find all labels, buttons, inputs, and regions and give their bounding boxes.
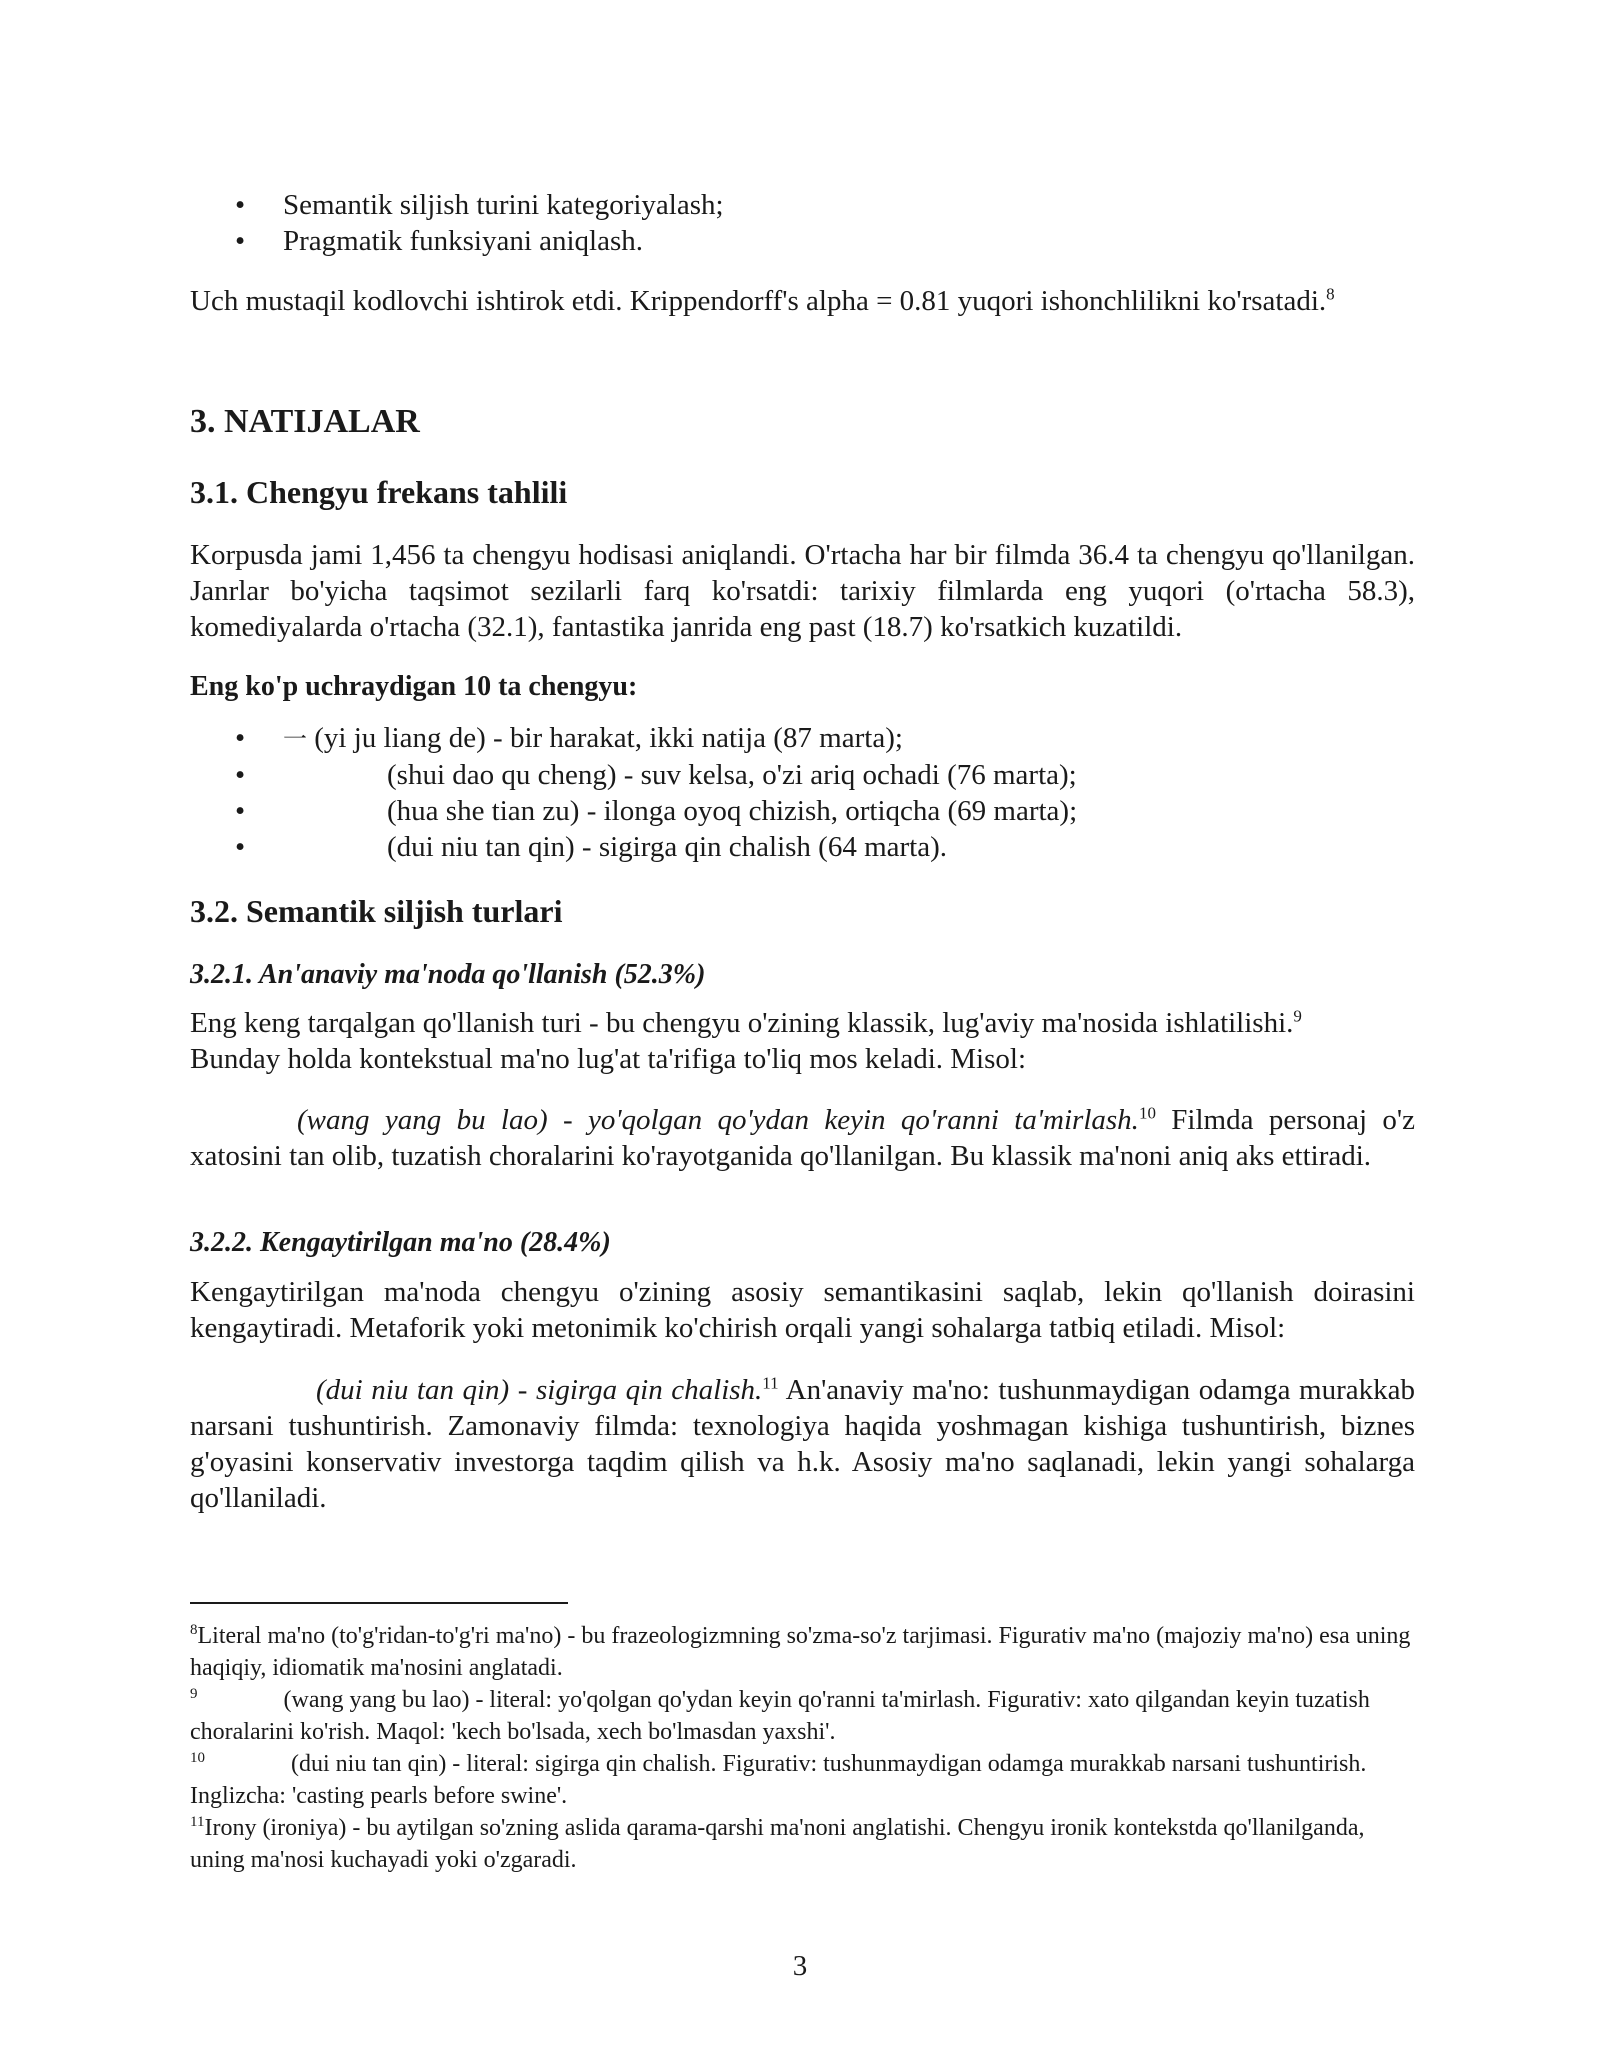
footnote: $^9$ (wang yang bu lao) - literal: yo'qolgan qo'ydan keyin qo'ranni ta'mirlash. Figurativ: xato qilgandan keyin tuzatish choralarini ko'rish. Maqol: 'kech bo'lsada, xech bo'lmasdan yaxshi'. xyxy=(190,1686,1370,1745)
footnote-ref[interactable]: 9 xyxy=(1293,1006,1302,1026)
subsection-heading: 3.1. Chengyu frekans tahlili xyxy=(190,474,568,510)
top-chengyu-list xyxy=(190,720,1415,865)
page-number: 3 xyxy=(792,1950,808,1982)
bullet-icon: • xyxy=(235,225,246,257)
footnote-ref[interactable]: 8 xyxy=(1326,284,1335,304)
footnote: $^{11}$Irony (ironiya) - bu aytilgan so'zning aslida qarama-qarshi ma'noni anglatishi. Chengyu ironik kontekstda qo'llanilganda, uning ma'nosi kuchayadi yoki o'zgaradi. xyxy=(190,1814,1365,1873)
bullet-icon: • xyxy=(235,722,246,754)
extended-meaning-paragraph: Kengaytirilgan ma'noda chengyu o'zining asosiy semantikasini saqlab, lekin qo'llanish doirasini kengaytiradi. Metaforik yoki metonimik ko'chirish orqali yangi sohalarga tatbiq etiladi. Misol: xyxy=(190,1276,1415,1344)
footnote-ref[interactable]: 10 xyxy=(1138,1103,1156,1123)
bullet-icon: • xyxy=(235,831,246,863)
bullet-icon: • xyxy=(235,759,246,791)
extended-example-paragraph: (dui niu tan qin) - sigirga qin chalish.$^{11}$ An'anaviy ma'no: tushunmaydigan odamga murakkab narsani tushuntirish. Zamonaviy filmda: texnologiya haqida yoshmagan kishiga tushuntirish, biznes g'oyasini konservativ investorga taqdim qilish va h.k. Asosiy ma'no saqlanadi, lekin yangi sohalarga qo'llaniladi. xyxy=(190,1373,1416,1514)
section-heading: 3. NATIJALAR xyxy=(190,403,420,440)
footnote: $^8$Literal ma'no (to'g'ridan-to'g'ri ma'no) - bu frazeologizmning so'zma-so'z tarjimasi. Figurativ ma'no (majoziy ma'no) esa uning haqiqiy, idiomatik ma'nosini anglatadi. xyxy=(190,1622,1411,1681)
subsection-heading: 3.2. Semantik siljish turlari xyxy=(190,893,563,929)
list-item: • (dui niu tan qin) - sigirga qin chalish (64 marta). xyxy=(235,831,948,863)
list-item: • (shui dao qu cheng) - suv kelsa, o'zi ariq ochadi (76 marta); xyxy=(235,759,1077,791)
intro-bullet-list xyxy=(190,187,1415,259)
footnote-ref[interactable]: 11 xyxy=(762,1373,779,1393)
list-item: • Semantik siljish turini kategoriyalash; xyxy=(235,189,724,221)
coders-paragraph: Uch mustaqil kodlovchi ishtirok etdi. Krippendorff's alpha = 0.81 yuqori ishonchlilikni ko'rsatadi.$^8$ xyxy=(190,284,1335,317)
footnotes xyxy=(190,1620,1415,1876)
footnote-divider xyxy=(190,1602,568,1604)
subsubsection-heading: 3.2.2. Kengaytirilgan ma'no (28.4%) xyxy=(190,1227,611,1258)
traditional-example-paragraph: (wang yang bu lao) - yo'qolgan qo'ydan keyin qo'ranni ta'mirlash.$^{10}$ Filmda personaj o'z xatosini tan olib, tuzatish choralarini ko'rayotganida qo'llanilgan. Bu klassik ma'noni aniq aks ettiradi. xyxy=(190,1103,1416,1172)
chengyu-glyph: 一 xyxy=(283,725,307,753)
top-chengyu-label: Eng ko'p uchraydigan 10 ta chengyu: xyxy=(190,671,638,702)
subsubsection-heading: 3.2.1. An'anaviy ma'noda qo'llanish (52.3%) xyxy=(190,959,706,990)
bullet-icon: • xyxy=(235,795,246,827)
frequency-paragraph: Korpusda jami 1,456 ta chengyu hodisasi aniqlandi. O'rtacha har bir filmda 36.4 ta chengyu qo'llanilgan. Janrlar bo'yicha taqsimot sezilarli farq ko'rsatdi: tarixiy filmlarda eng yuqori (o'rtacha 58.3), komediyalarda o'rtacha (32.1), fantastika janrida eng past (18.7) ko'rsatkich kuzatildi. xyxy=(190,539,1415,643)
list-item: • (hua she tian zu) - ilonga oyoq chizish, ortiqcha (69 marta); xyxy=(235,795,1078,827)
list-item: • 一 (yi ju liang de) - bir harakat, ikki natija (87 marta); xyxy=(235,722,903,754)
traditional-usage-paragraph: Eng keng tarqalgan qo'llanish turi - bu chengyu o'zining klassik, lug'aviy ma'nosida ishlatilishi.$^9$ Bunday holda kontekstual ma'no lug'at ta'rifiga to'liq mos keladi. Misol: xyxy=(190,1006,1302,1075)
list-item: • Pragmatik funksiyani aniqlash. xyxy=(235,225,644,257)
footnote: $^{10}$ (dui niu tan qin) - literal: sigirga qin chalish. Figurativ: tushunmaydigan odamga murakkab narsani tushuntirish. Inglizcha: 'casting pearls before swine'. xyxy=(190,1750,1367,1809)
bullet-icon: • xyxy=(235,189,246,221)
